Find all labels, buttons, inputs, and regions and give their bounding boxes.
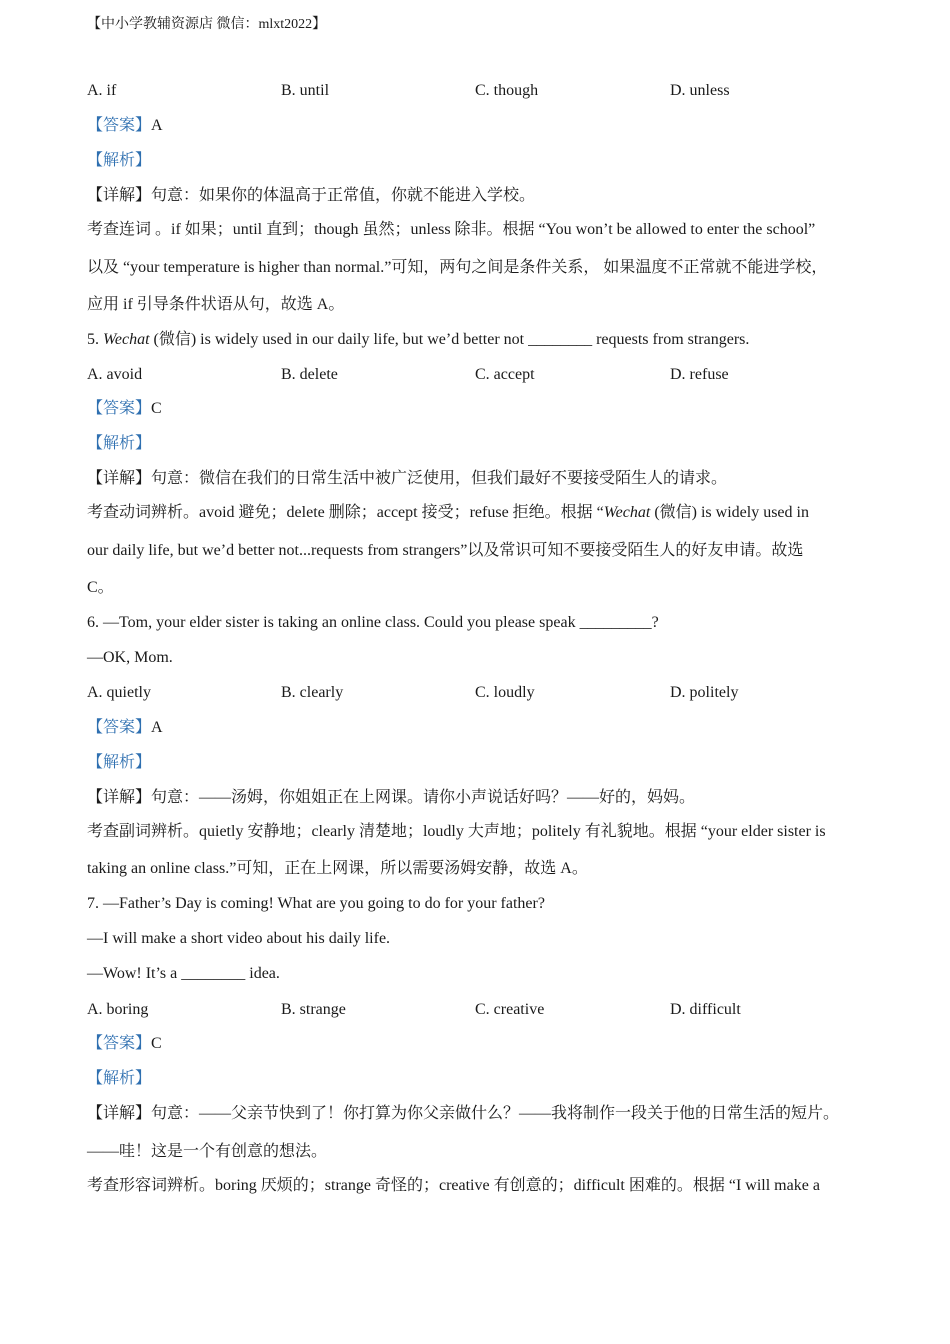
q6-explain-line-2: taking an online class.”可知，正在上网课，所以需要汤姆安静，故选 A。: [87, 860, 588, 877]
q7-stem: 7. —Father’s Day is coming! What are you going to do for your father?: [87, 895, 545, 912]
q4-option-c: C. though: [475, 82, 539, 99]
q6-reply: —OK, Mom.: [87, 649, 173, 666]
q5-analysis-label: 【解析】: [87, 435, 152, 452]
q4-explain-line-2: 以及 “your temperature is higher than normal.”可知，两句之间是条件关系， 如果温度不正常就不能进学校，: [87, 259, 828, 276]
q5-option-c: C. accept: [475, 366, 535, 383]
q6-stem: 6. —Tom, your elder sister is taking an online class. Could you please speak _________?: [87, 614, 659, 631]
q4-option-b: B. until: [281, 82, 330, 99]
q6-explain-line-1: 考查副词辨析。quietly 安静地；clearly 清楚地；loudly 大声地；politely 有礼貌地。根据 “your elder sister is: [87, 823, 826, 840]
q7-explain-line-1: 考查形容词辨析。boring 厌烦的；strange 奇怪的；creative 有创意的；difficult 困难的。根据 “I will make a: [87, 1177, 820, 1194]
answer-label: 【答案】: [87, 1035, 152, 1052]
q4-analysis-label: 【解析】: [87, 152, 152, 169]
q5-explain-line-1: [87, 503, 809, 523]
q7-line-2: —I will make a short video about his daily life.: [87, 930, 391, 947]
q6-answer: [87, 718, 163, 738]
q4-answer: [87, 116, 163, 136]
q4-option-a: A. if: [87, 82, 117, 99]
answer-value: A: [151, 719, 163, 736]
explain-italic: Wechat: [603, 504, 651, 521]
detail-text: 句意：——汤姆，你姐姐正在上网课。请你小声说话好吗？——好的，妈妈。: [151, 789, 696, 806]
q5-answer: [87, 399, 162, 419]
q7-answer: [87, 1034, 162, 1054]
page-header: 【中小学教辅资源店 微信：mlxt2022】: [87, 17, 327, 32]
q5-stem-italic: Wechat: [103, 331, 150, 348]
q6-option-b: B. clearly: [281, 684, 344, 701]
q5-explain-line-2: our daily life, but we’d better not...requests from strangers”以及常识可知不要接受陌生人的好友申请。故选: [87, 542, 804, 559]
q6-analysis-label: 【解析】: [87, 754, 152, 771]
detail-label: 【详解】: [87, 789, 152, 806]
q5-stem: [87, 330, 749, 350]
q4-option-d: D. unless: [670, 82, 730, 99]
detail-text: 句意：微信在我们的日常生活中被广泛使用，但我们最好不要接受陌生人的请求。: [151, 470, 728, 487]
q6-option-c: C. loudly: [475, 684, 535, 701]
answer-label: 【答案】: [87, 719, 152, 736]
explain-text: (微信) is widely used in: [650, 504, 809, 521]
detail-text: 句意：如果你的体温高于正常值，你就不能进入学校。: [151, 187, 536, 204]
detail-label: 【详解】: [87, 1105, 152, 1122]
q4-explain-line-3: 应用 if 引导条件状语从句，故选 A。: [87, 296, 345, 313]
q4-explain-line-1: 考查连词 。if 如果；until 直到；though 虽然；unless 除非。根据 “You won’t be allowed to enter the school”: [87, 221, 816, 238]
q7-option-b: B. strange: [281, 1001, 346, 1018]
q5-stem-text: (微信) is widely used in our daily life, but we’d better not ________ requests from strangers.: [149, 331, 750, 348]
detail-text: 句意：——父亲节快到了！你打算为你父亲做什么？——我将制作一段关于他的日常生活的短片。: [151, 1105, 840, 1122]
q5-detail: [87, 469, 727, 489]
detail-label: 【详解】: [87, 470, 152, 487]
q6-option-d: D. politely: [670, 684, 739, 701]
explain-text: 考查动词辨析。avoid 避免；delete 删除；accept 接受；refuse 拒绝。根据 “: [87, 504, 604, 521]
q5-number: 5.: [87, 331, 99, 348]
q5-option-b: B. delete: [281, 366, 338, 383]
q7-option-c: C. creative: [475, 1001, 545, 1018]
detail-label: 【详解】: [87, 187, 152, 204]
q5-explain-line-3: C。: [87, 579, 114, 596]
q7-option-a: A. boring: [87, 1001, 149, 1018]
answer-value: C: [151, 400, 162, 417]
answer-value: C: [151, 1035, 162, 1052]
q5-option-d: D. refuse: [670, 366, 729, 383]
q7-detail-line-2: ——哇！这是一个有创意的想法。: [87, 1143, 328, 1160]
answer-label: 【答案】: [87, 400, 152, 417]
q7-detail: [87, 1104, 839, 1124]
q7-option-d: D. difficult: [670, 1001, 741, 1018]
q4-detail: [87, 186, 535, 206]
q6-option-a: A. quietly: [87, 684, 151, 701]
q6-detail: [87, 788, 695, 808]
q5-option-a: A. avoid: [87, 366, 143, 383]
q7-analysis-label: 【解析】: [87, 1070, 152, 1087]
q7-line-3: —Wow! It’s a ________ idea.: [87, 965, 280, 982]
answer-value: A: [151, 117, 163, 134]
answer-label: 【答案】: [87, 117, 152, 134]
